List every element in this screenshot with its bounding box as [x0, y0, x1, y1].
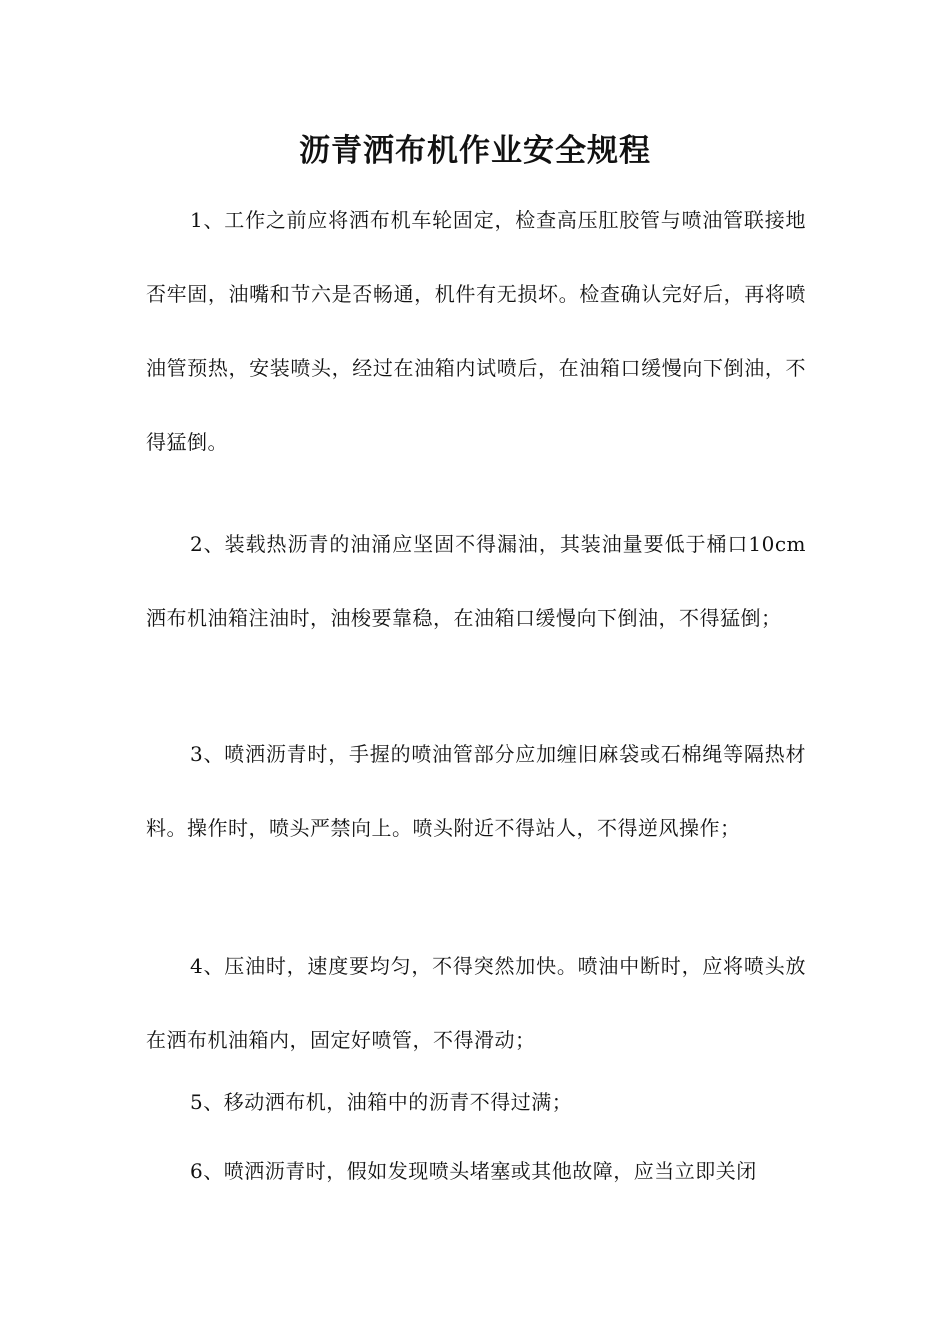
paragraph-1: 1、工作之前应将洒布机车轮固定，检查高压肛胶管与喷油管联接地否牢固，油嘴和节六是否畅通，机件有无损坏。检查确认完好后，再将喷油管预热，安装喷头，经过在油箱内试喷后，在油箱口缓慢向下倒油，不得猛倒。	[146, 208, 806, 454]
paragraph-6: 6、喷洒沥青时，假如发现喷头堵塞或其他故障，应当立即关闭	[190, 1159, 757, 1183]
paragraph-2: 2、装载热沥青的油涌应坚固不得漏油，其装油量要低于桶口10cm洒布机油箱注油时，油梭要靠稳，在油箱口缓慢向下倒油，不得猛倒；	[146, 532, 806, 630]
document-title: 沥青洒布机作业安全规程	[299, 133, 651, 169]
paragraph-4: 4、压油时，速度要均匀，不得突然加快。喷油中断时，应将喷头放在洒布机油箱内，固定好喷管，不得滑动；	[146, 954, 806, 1052]
paragraph-5: 5、移动洒布机，油箱中的沥青不得过满；	[190, 1090, 573, 1114]
paragraph-3: 3、喷洒沥青时，手握的喷油管部分应加缠旧麻袋或石棉绳等隔热材料。操作时，喷头严禁向上。喷头附近不得站人，不得逆风操作；	[146, 742, 806, 840]
